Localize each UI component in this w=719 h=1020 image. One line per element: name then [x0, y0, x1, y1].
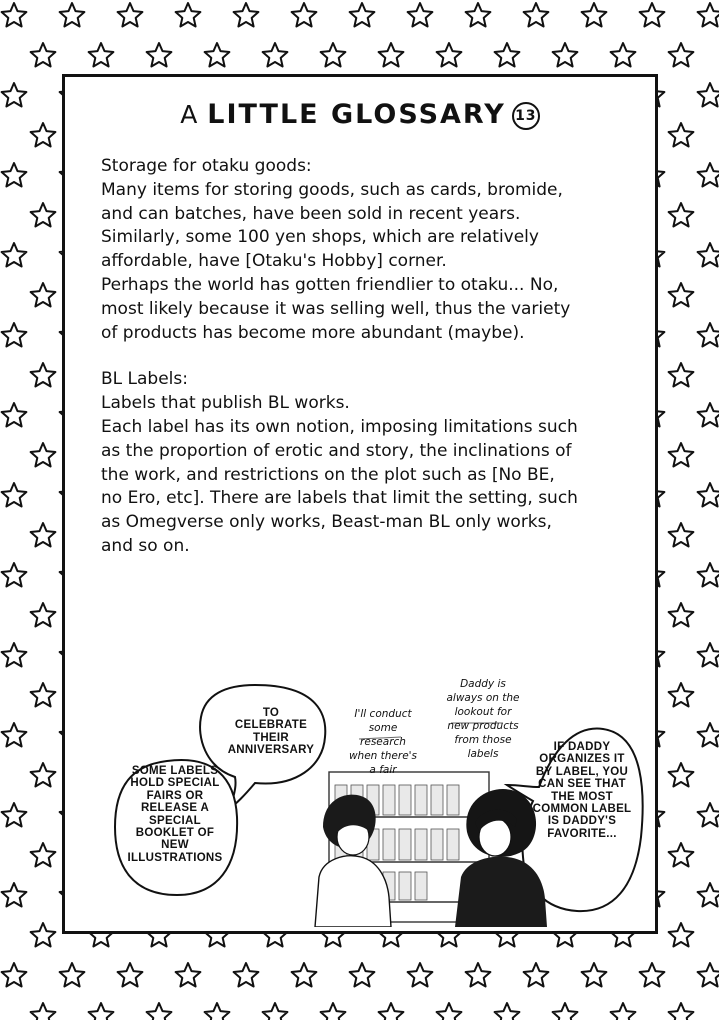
bubble-line: FAIRS OR — [146, 789, 204, 802]
star-icon — [408, 3, 433, 27]
star-icon — [698, 803, 719, 827]
handwritten-line: always on the — [446, 692, 520, 704]
star-icon — [698, 323, 719, 347]
star-icon — [31, 283, 56, 307]
star-icon — [2, 83, 27, 107]
star-icon — [60, 3, 85, 27]
star-icon — [176, 3, 201, 27]
entry-line: and can batches, have been sold in recent years. — [101, 203, 521, 224]
star-icon — [640, 3, 665, 27]
star-icon — [698, 883, 719, 907]
star-icon — [669, 123, 694, 147]
star-icon — [437, 1003, 462, 1020]
star-icon — [466, 963, 491, 987]
bubble-daddy-favorite — [525, 741, 639, 840]
title-number-badge: 13 — [512, 102, 540, 130]
bubble-line: ANNIVERSARY — [227, 744, 315, 757]
star-icon — [147, 1003, 172, 1020]
star-icon — [698, 243, 719, 267]
star-icon — [31, 603, 56, 627]
star-icon — [31, 43, 56, 67]
bubble-line: SOME LABELS — [131, 765, 219, 777]
star-icon — [31, 1003, 56, 1020]
star-icon — [669, 363, 694, 387]
star-icon — [234, 3, 259, 27]
bubble-line: BY LABEL, YOU — [535, 765, 629, 778]
star-icon — [147, 43, 172, 67]
star-icon — [31, 523, 56, 547]
star-icon — [263, 1003, 288, 1020]
star-icon — [669, 923, 694, 947]
star-icon — [698, 963, 719, 987]
star-icon — [669, 283, 694, 307]
title-main: LITTLE GLOSSARY — [207, 99, 506, 130]
star-icon — [31, 683, 56, 707]
bubble-line: ILLUSTRATIONS — [127, 851, 223, 864]
star-icon — [2, 963, 27, 987]
handwritten-line: labels — [467, 748, 499, 760]
star-icon — [2, 883, 27, 907]
star-icon — [2, 483, 27, 507]
star-icon — [321, 1003, 346, 1020]
star-icon — [669, 443, 694, 467]
star-icon — [669, 43, 694, 67]
star-icon — [60, 963, 85, 987]
star-icon — [553, 43, 578, 67]
entry-line: no Ero, etc]. There are labels that limit the setting, such — [101, 488, 578, 509]
star-icon — [234, 963, 259, 987]
star-icon — [524, 3, 549, 27]
comic-illustration — [105, 677, 645, 927]
bubble-line: RELEASE A — [140, 802, 210, 815]
star-icon — [2, 323, 27, 347]
star-icon — [669, 763, 694, 787]
star-icon — [31, 363, 56, 387]
handwritten-line: new products — [447, 720, 519, 732]
glossary-panel — [62, 74, 658, 934]
star-icon — [350, 3, 375, 27]
handwritten-note-research — [341, 707, 425, 777]
bubble-line: IS DADDY'S — [547, 815, 617, 828]
star-icon — [89, 1003, 114, 1020]
handwritten-line: Daddy is — [460, 678, 506, 690]
star-icon — [205, 43, 230, 67]
bubble-line: THEIR — [253, 731, 289, 744]
star-icon — [31, 843, 56, 867]
star-icon — [582, 963, 607, 987]
entry-term: BL Labels: — [101, 369, 188, 390]
bubble-line: COMMON LABEL — [532, 803, 632, 816]
star-icon — [698, 83, 719, 107]
star-icon — [118, 963, 143, 987]
star-icon — [524, 963, 549, 987]
star-icon — [205, 1003, 230, 1020]
star-icon — [698, 723, 719, 747]
handwritten-line: some — [368, 722, 398, 734]
entry-line: of products has become more abundant (maybe). — [101, 322, 525, 343]
entry-line: and so on. — [101, 535, 190, 556]
star-icon — [31, 763, 56, 787]
entry-spacer — [101, 345, 625, 368]
bubble-line: BOOKLET OF — [135, 827, 215, 840]
star-icon — [669, 843, 694, 867]
star-icon — [31, 123, 56, 147]
star-icon — [2, 243, 27, 267]
entry-line: most likely because it was selling well, thus the variety — [101, 298, 571, 319]
entry-line: Similarly, some 100 yen shops, which are relatively — [101, 227, 539, 248]
star-icon — [292, 3, 317, 27]
bubble-special-fairs — [113, 765, 237, 864]
entry-line: as the proportion of erotic and story, the inclinations of — [101, 440, 572, 461]
star-icon — [408, 963, 433, 987]
star-icon — [2, 3, 27, 27]
star-icon — [292, 963, 317, 987]
star-icon — [2, 163, 27, 187]
bubble-line: IF DADDY — [553, 741, 611, 753]
star-icon — [553, 1003, 578, 1020]
star-icon — [437, 43, 462, 67]
page-title — [65, 99, 655, 130]
entry-term: Storage for otaku goods: — [101, 156, 312, 176]
star-icon — [2, 643, 27, 667]
star-icon — [640, 963, 665, 987]
star-icon — [582, 3, 607, 27]
handwritten-line: I'll conduct — [354, 708, 412, 720]
star-icon — [669, 683, 694, 707]
bubble-line: SPECIAL — [149, 814, 201, 827]
star-icon — [611, 1003, 636, 1020]
star-icon — [263, 43, 288, 67]
star-icon — [2, 563, 27, 587]
title-prefix: A — [180, 100, 208, 129]
entry-line: Each label has its own notion, imposing limitations such — [101, 416, 578, 437]
star-icon — [495, 43, 520, 67]
star-icon — [698, 3, 719, 27]
bubble-line: CAN SEE THAT — [538, 778, 626, 791]
handwritten-line: from those — [454, 734, 512, 746]
glossary-body — [101, 155, 625, 559]
entry-line: as Omegverse only works, Beast-man BL only works, — [101, 512, 552, 533]
entry-line: the work, and restrictions on the plot such as [No BE, — [101, 464, 555, 485]
star-icon — [669, 603, 694, 627]
star-icon — [379, 43, 404, 67]
handwritten-line: when there's — [348, 750, 418, 762]
star-icon — [2, 803, 27, 827]
star-icon — [31, 203, 56, 227]
star-icon — [321, 43, 346, 67]
star-icon — [669, 1003, 694, 1020]
star-icon — [176, 963, 201, 987]
bubble-line: NEW — [161, 839, 189, 852]
handwritten-line: lookout for — [454, 706, 512, 718]
bubble-line: THE MOST — [551, 790, 613, 803]
star-icon — [698, 563, 719, 587]
bubble-line: HOLD SPECIAL — [130, 777, 220, 790]
star-icon — [31, 923, 56, 947]
star-icon — [466, 3, 491, 27]
entry-line: Labels that publish BL works. — [101, 393, 350, 414]
star-icon — [698, 483, 719, 507]
star-icon — [698, 403, 719, 427]
star-icon — [669, 203, 694, 227]
handwritten-note-lookout — [435, 677, 531, 761]
bubble-line: CELEBRATE — [234, 719, 308, 732]
bubble-anniversary — [211, 707, 331, 757]
handwritten-line: research — [360, 736, 406, 748]
star-icon — [379, 1003, 404, 1020]
star-icon — [611, 43, 636, 67]
bubble-line: ORGANIZES IT — [539, 753, 625, 766]
star-icon — [31, 443, 56, 467]
star-icon — [669, 523, 694, 547]
bubble-line: TO — [262, 707, 280, 719]
star-icon — [495, 1003, 520, 1020]
entry-line: affordable, have [Otaku's Hobby] corner. — [101, 251, 447, 272]
star-icon — [698, 643, 719, 667]
star-icon — [89, 43, 114, 67]
entry-line: Many items for storing goods, such as cards, bromide, — [101, 179, 563, 200]
star-icon — [698, 163, 719, 187]
star-icon — [118, 3, 143, 27]
bubble-line: FAVORITE... — [547, 827, 617, 840]
star-icon — [2, 723, 27, 747]
star-icon — [2, 403, 27, 427]
star-icon — [350, 963, 375, 987]
handwritten-line: a fair — [369, 764, 397, 776]
entry-line: Perhaps the world has gotten friendlier to otaku... No, — [101, 274, 559, 295]
